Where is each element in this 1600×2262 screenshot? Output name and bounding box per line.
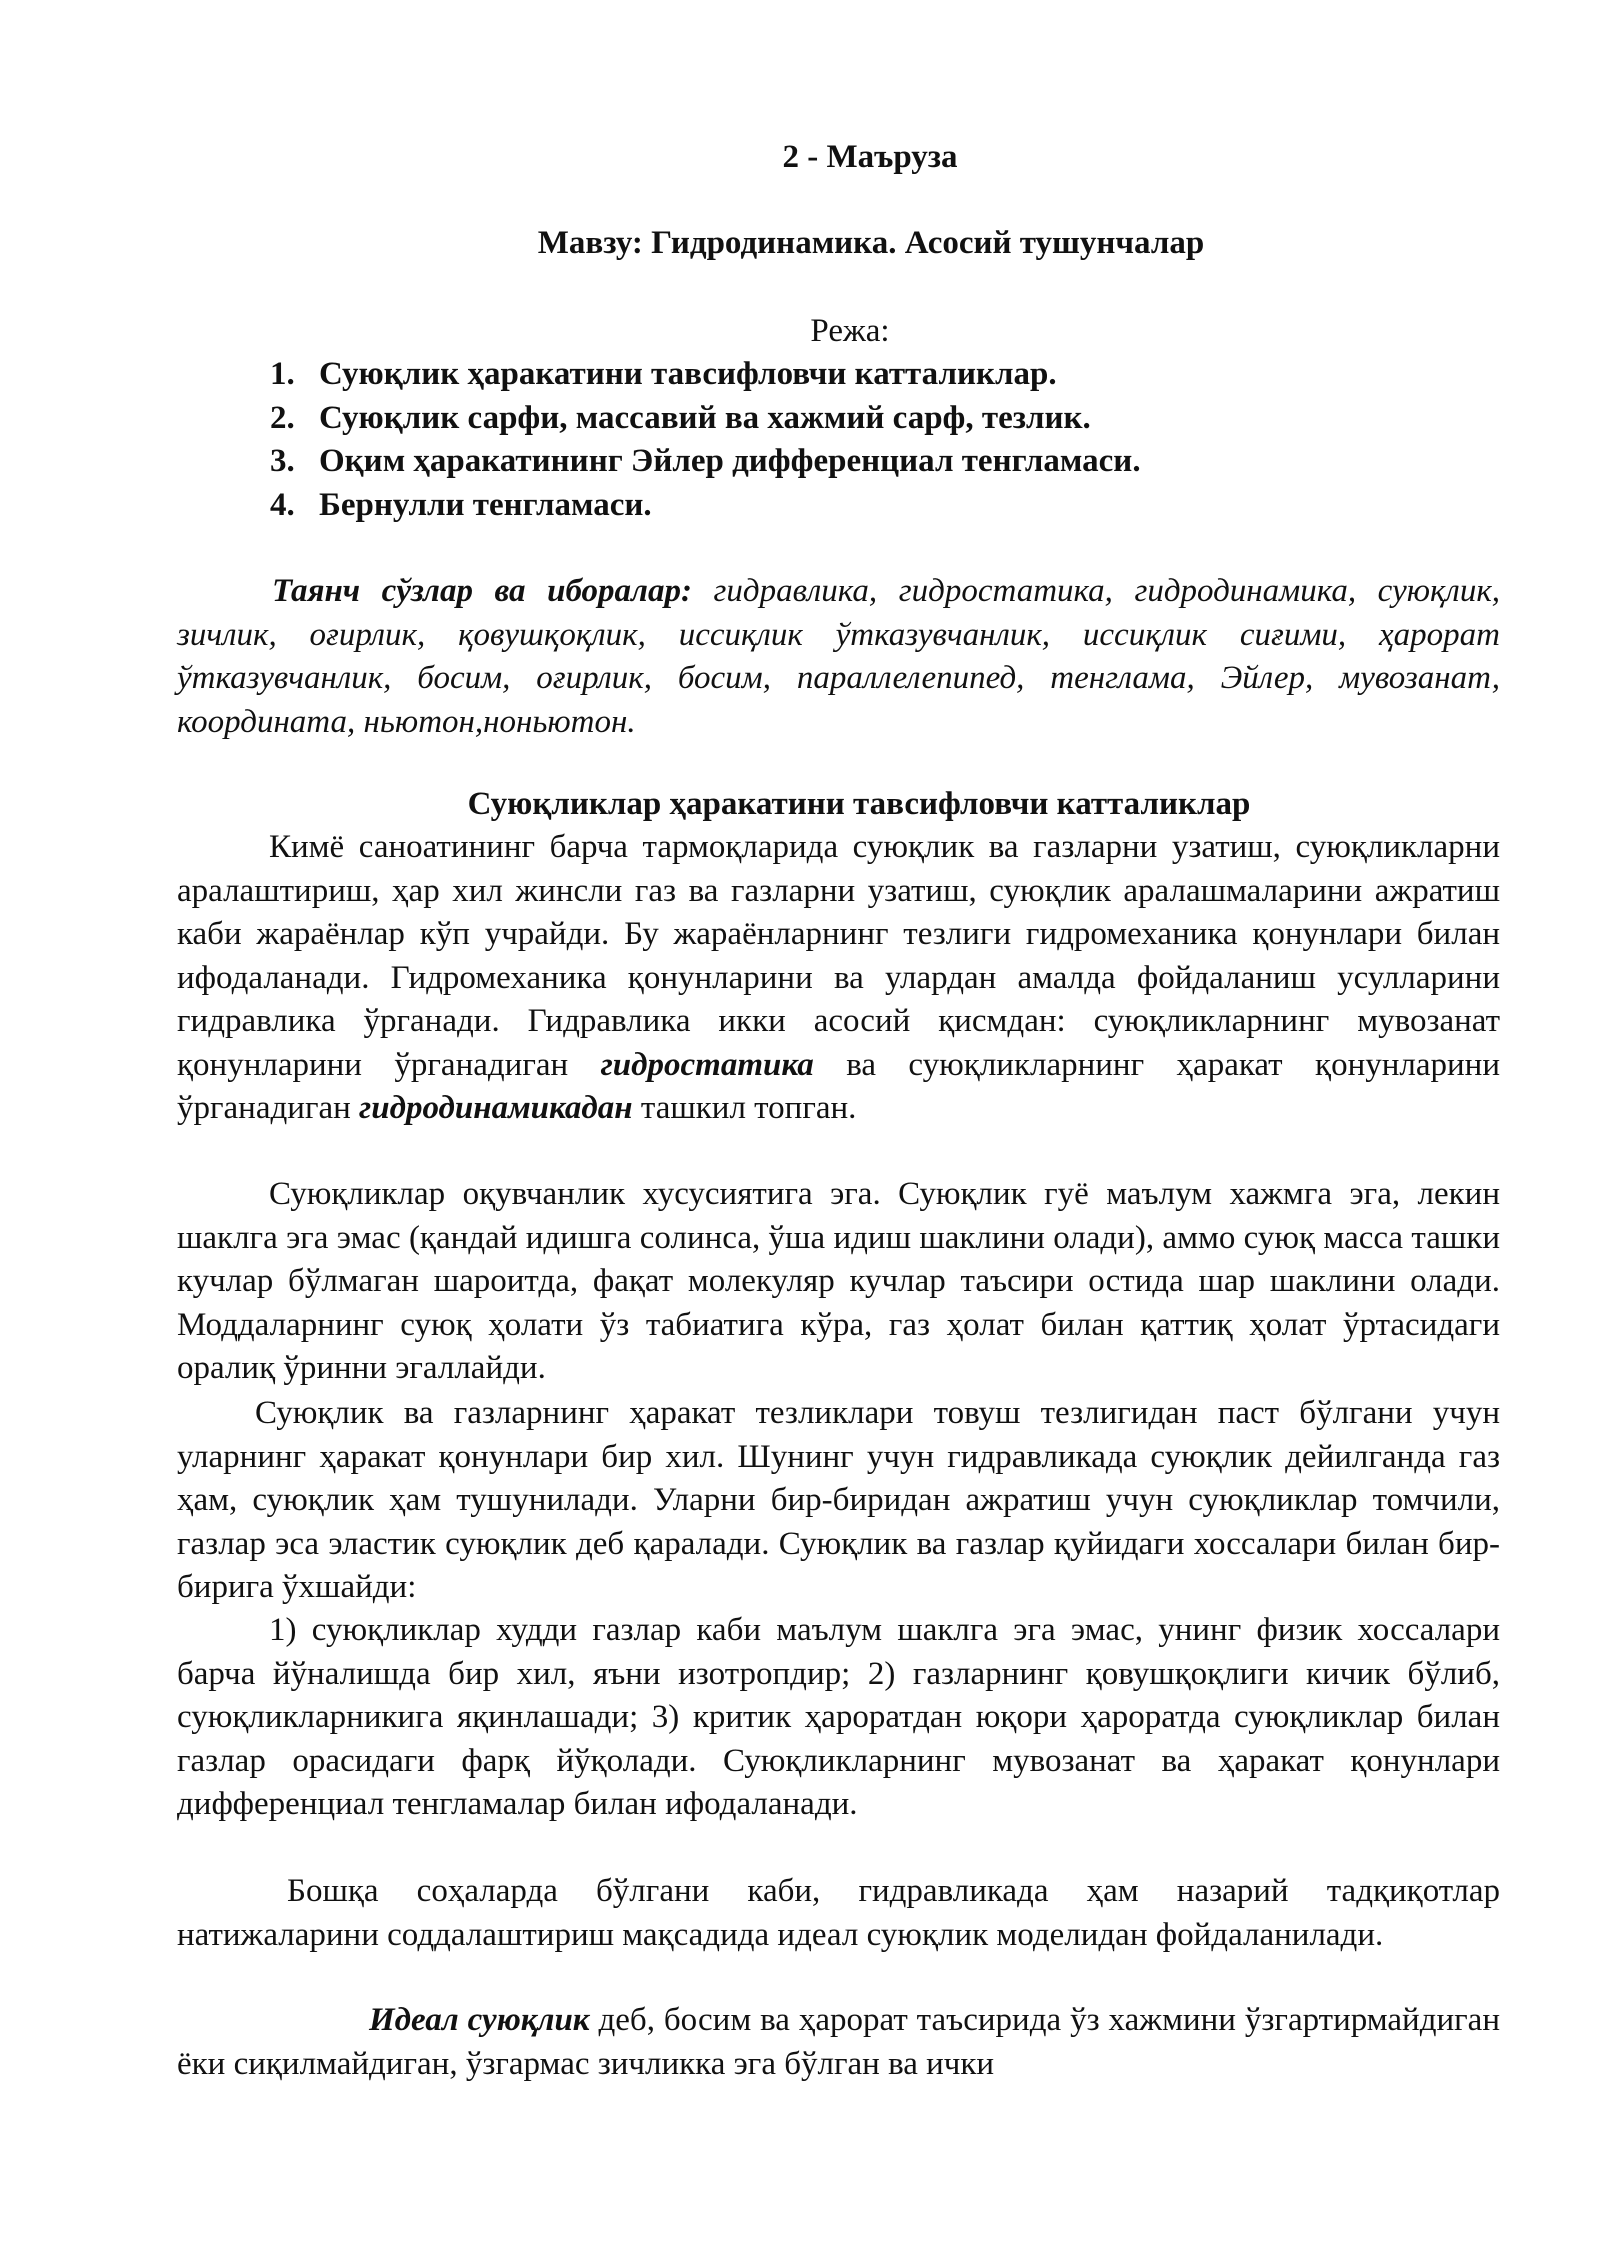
paragraph-text: Суюқликлар оқувчанлик хусусиятига эга. Суюқлик гуё маълум хажмга эга, лекин шаклга эга эмас (қандай идишга солинса, ўша идиш шаклини олади), аммо суюқ масса ташки кучлар бўлмаган шароитда, фақат молекуляр кучлар таъсири остида шар шаклини олади. Моддаларнинг суюқ ҳолати ўз табиатига кўра, газ ҳолат билан қаттиқ ҳолат ўртасидаги оралиқ ўринни эгаллайди. (177, 1176, 1500, 1386)
plan-item-number: 2. (270, 399, 295, 436)
plan-item (270, 397, 1470, 441)
keywords-label: Таянч сўзлар ва иборалар: (272, 573, 692, 609)
plan-item-number: 4. (270, 486, 295, 523)
plan-heading (0, 310, 1600, 354)
term-hydrostatics: гидростатика (600, 1046, 814, 1083)
keywords-paragraph (177, 570, 1500, 744)
plan-item (270, 484, 1470, 528)
lecture-title-text: 2 - Маъруза (782, 139, 958, 175)
term-ideal-fluid: Идеал суюқлик (369, 2002, 590, 2038)
body-paragraph (177, 826, 1500, 1131)
paragraph-text: 1) суюқликлар худди газлар каби маълум шаклга эга эмас, унинг физик хоссалари барча йўналишда бир хил, яъни изотропдир; 2) газларнинг қовушқоқлиги кичик бўлиб, суюқликларникига яқинлашади; 3) критик ҳароратдан юқори ҳароратда суюқликлар билан газлар орасидаги фарқ йўқолади. Суюқликларнинг мувозанат ва ҳаракат қонунлари дифференциал тенгламалар билан ифодаланади. (177, 1612, 1500, 1822)
paragraph-text: Бошқа соҳаларда бўлгани каби, гидравликада ҳам назарий тадқиқотлар натижаларини соддалаштириш мақсадида идеал суюқлик моделидан фойдаланилади. (177, 1873, 1500, 1953)
paragraph-text: ташкил топган. (632, 1090, 857, 1126)
term-hydrodynamics: гидродинамикадан (359, 1090, 633, 1126)
body-paragraph (177, 1870, 1500, 1957)
plan-list (270, 353, 1470, 527)
paragraph-text: ва суюқликларнинг ҳаракат қонунларини ўрганадиган (177, 1046, 1500, 1126)
body-paragraph (177, 1609, 1500, 1827)
plan-item (270, 353, 1470, 397)
plan-item-text: Суюқлик ҳаракатини тавсифловчи катталиклар. (319, 356, 1057, 392)
body-paragraph (177, 1173, 1500, 1391)
plan-item-number: 1. (270, 356, 295, 392)
keywords-text: гидравлика, гидростатика, гидродинамика, суюқлик, зичлик, оғирлик, қовушқоқлик, иссиқлик ўтказувчанлик, иссиқлик сиғими, ҳарорат ўтказувчанлик, босим, оғирлик, босим, параллелепипед, тенглама, Эйлер, мувозанат, координата, ньютон,ноньютон. (177, 573, 1501, 740)
section-title (0, 783, 1600, 827)
lecture-title (0, 136, 1600, 180)
topic-heading-text: Мавзу: Гидродинамика. Асосий тушунчалар (537, 225, 1205, 261)
paragraph-text: деб, босим ва ҳарорат таъсирида ўз хажмини ўзгартирмайдиган ёки сиқилмайдиган, ўзгармас зичликка эга бўлган ва ички (177, 2002, 1500, 2082)
plan-item-number: 3. (270, 443, 295, 479)
body-paragraph (177, 1999, 1500, 2086)
plan-item-text: Суюқлик сарфи, массавий ва хажмий сарф, тезлик. (319, 399, 1091, 436)
body-paragraph (177, 1392, 1500, 1610)
plan-heading-text: Режа: (810, 313, 890, 349)
plan-item (270, 440, 1470, 484)
topic-heading (0, 222, 1600, 266)
paragraph-text: Кимё саноатининг барча тармоқларида суюқлик ва газларни узатиш, суюқликларни аралаштириш, ҳар хил жинсли газ ва газларни узатиш, суюқлик аралашмаларини ажратиш каби жараёнлар кўп учрайди. Бу жараёнларнинг тезлиги гидромеханика қонунлари билан ифодаланади. Гидромеханика қонунларини ва улардан амалда фойдаланиш усулларини гидравлика ўрганади. Гидравлика икки асосий қисмдан: суюқликларнинг мувозанат қонунларини ўрганадиган (177, 829, 1500, 1083)
paragraph-text: Суюқлик ва газларнинг ҳаракат тезликлари товуш тезлигидан паст бўлгани учун уларнинг ҳаракат қонунлари бир хил. Шунинг учун гидравликада суюқлик дейилганда газ ҳам, суюқлик ҳам тушунилади. Уларни бир-биридан ажратиш учун суюқликлар томчили, газлар эса эластик суюқлик деб қаралади. Суюқлик ва газлар қуйидаги хоссалари билан бир-бирига ўхшайди: (177, 1395, 1500, 1605)
plan-item-text: Бернулли тенгламаси. (319, 486, 652, 523)
plan-item-text: Оқим ҳаракатининг Эйлер дифференциал тенгламаси. (319, 443, 1141, 479)
section-title-text: Суюқликлар ҳаракатини тавсифловчи катталиклар (467, 786, 1251, 822)
